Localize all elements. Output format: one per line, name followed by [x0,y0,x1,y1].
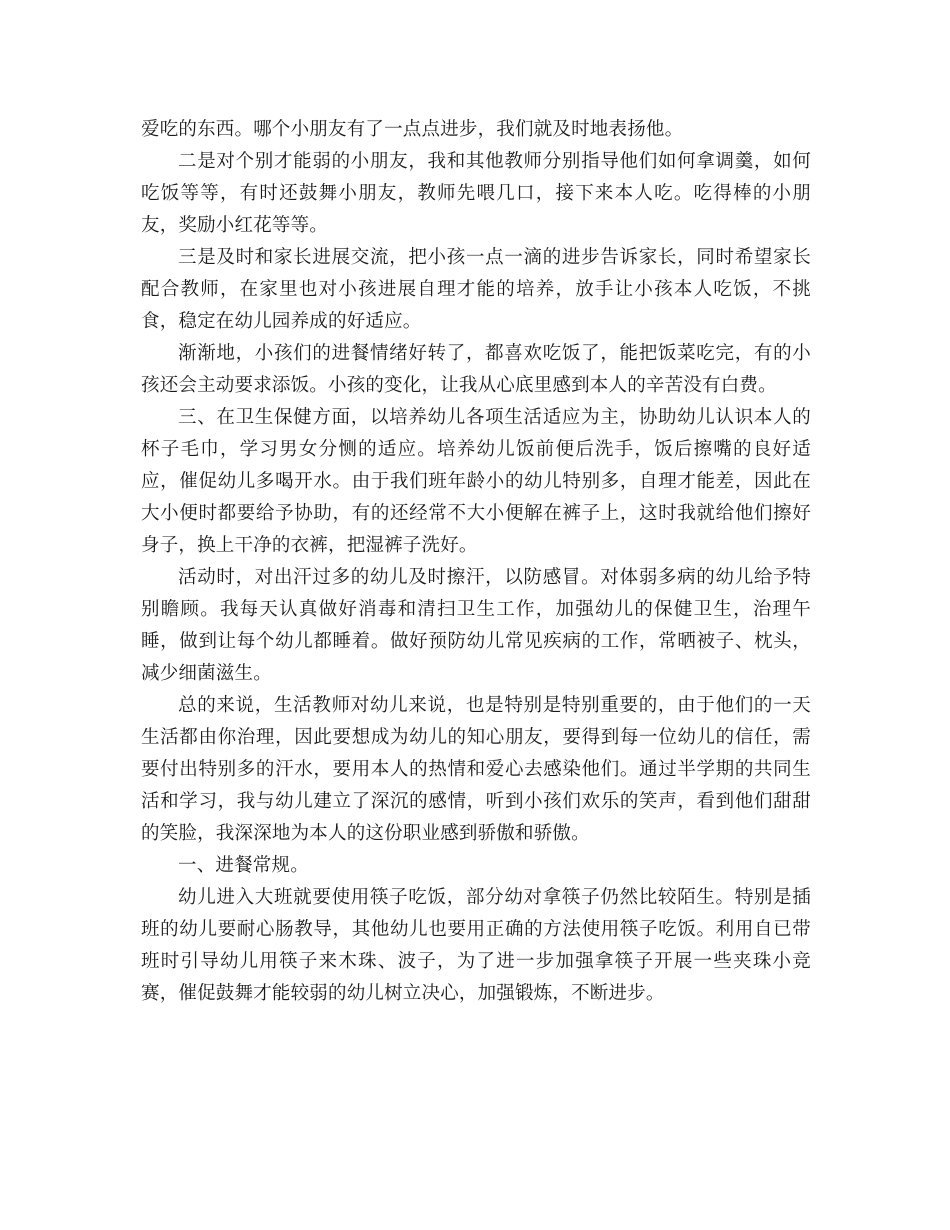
paragraph-4: 渐渐地，小孩们的进餐情绪好转了，都喜欢吃饭了，能把饭菜吃完，有的小孩还会主动要求添饭。小孩的变化，让我从心底里感到本人的辛苦没有白费。 [141,343,811,396]
paragraph-1: 爱吃的东西。哪个小朋友有了一点点进步，我们就及时地表扬他。 [141,119,684,140]
paragraph-6: 活动时，对出汗过多的幼儿及时擦汗，以防感冒。对体弱多病的幼儿给予特别瞻顾。我每天认真做好消毒和清扫卫生工作，加强幼儿的保健卫生，治理午睡，做到让每个幼儿都睡着。做好预防幼儿常见疾病的工作，常晒被子、枕头，减少细菌滋生。 [141,567,811,684]
paragraph-9: 幼儿进入大班就要使用筷子吃饭，部分幼对拿筷子仍然比较陌生。特别是插班的幼儿要耐心肠教导，其他幼儿也要用正确的方法使用筷子吃饭。利用自已带班时引导幼儿用筷子来木珠、波子，为了进一步加强拿筷子开展一些夹珠小竞赛，催促鼓舞才能较弱的幼儿树立决心，加强锻炼，不断进步。 [141,887,811,1004]
paragraph-7: 总的来说，生活教师对幼儿来说，也是特别是特别重要的，由于他们的一天生活都由你治理，因此要想成为幼儿的知心朋友，要得到每一位幼儿的信任，需要付出特别多的汗水，要用本人的热情和爱心去感染他们。通过半学期的共同生活和学习，我与幼儿建立了深沉的感情，听到小孩们欢乐的笑声，看到他们甜甜的笑脸，我深深地为本人的这份职业感到骄傲和骄傲。 [141,695,811,844]
paragraph-2: 二是对个别才能弱的小朋友，我和其他教师分别指导他们如何拿调羹，如何吃饭等等，有时还鼓舞小朋友，教师先喂几口，接下来本人吃。吃得棒的小朋友，奖励小红花等等。 [141,151,811,236]
section-heading-meal-routine: 一、进餐常规。 [178,855,309,876]
document-body [141,114,811,1010]
paragraph-3: 三是及时和家长进展交流，把小孩一点一滴的进步告诉家长，同时希望家长配合教师，在家里也对小孩进展自理才能的培养，放手让小孩本人吃饭，不挑食，稳定在幼儿园养成的好适应。 [141,247,811,332]
paragraph-5: 三、在卫生保健方面，以培养幼儿各项生活适应为主，协助幼儿认识本人的杯子毛巾，学习男女分恻的适应。培养幼儿饭前便后洗手，饭后擦嘴的良好适应，催促幼儿多喝开水。由于我们班年龄小的幼儿特别多，自理才能差，因此在大小便时都要给予协助，有的还经常不大小便解在裤子上，这时我就给他们擦好身子，换上干净的衣裤，把湿裤子洗好。 [141,407,811,556]
